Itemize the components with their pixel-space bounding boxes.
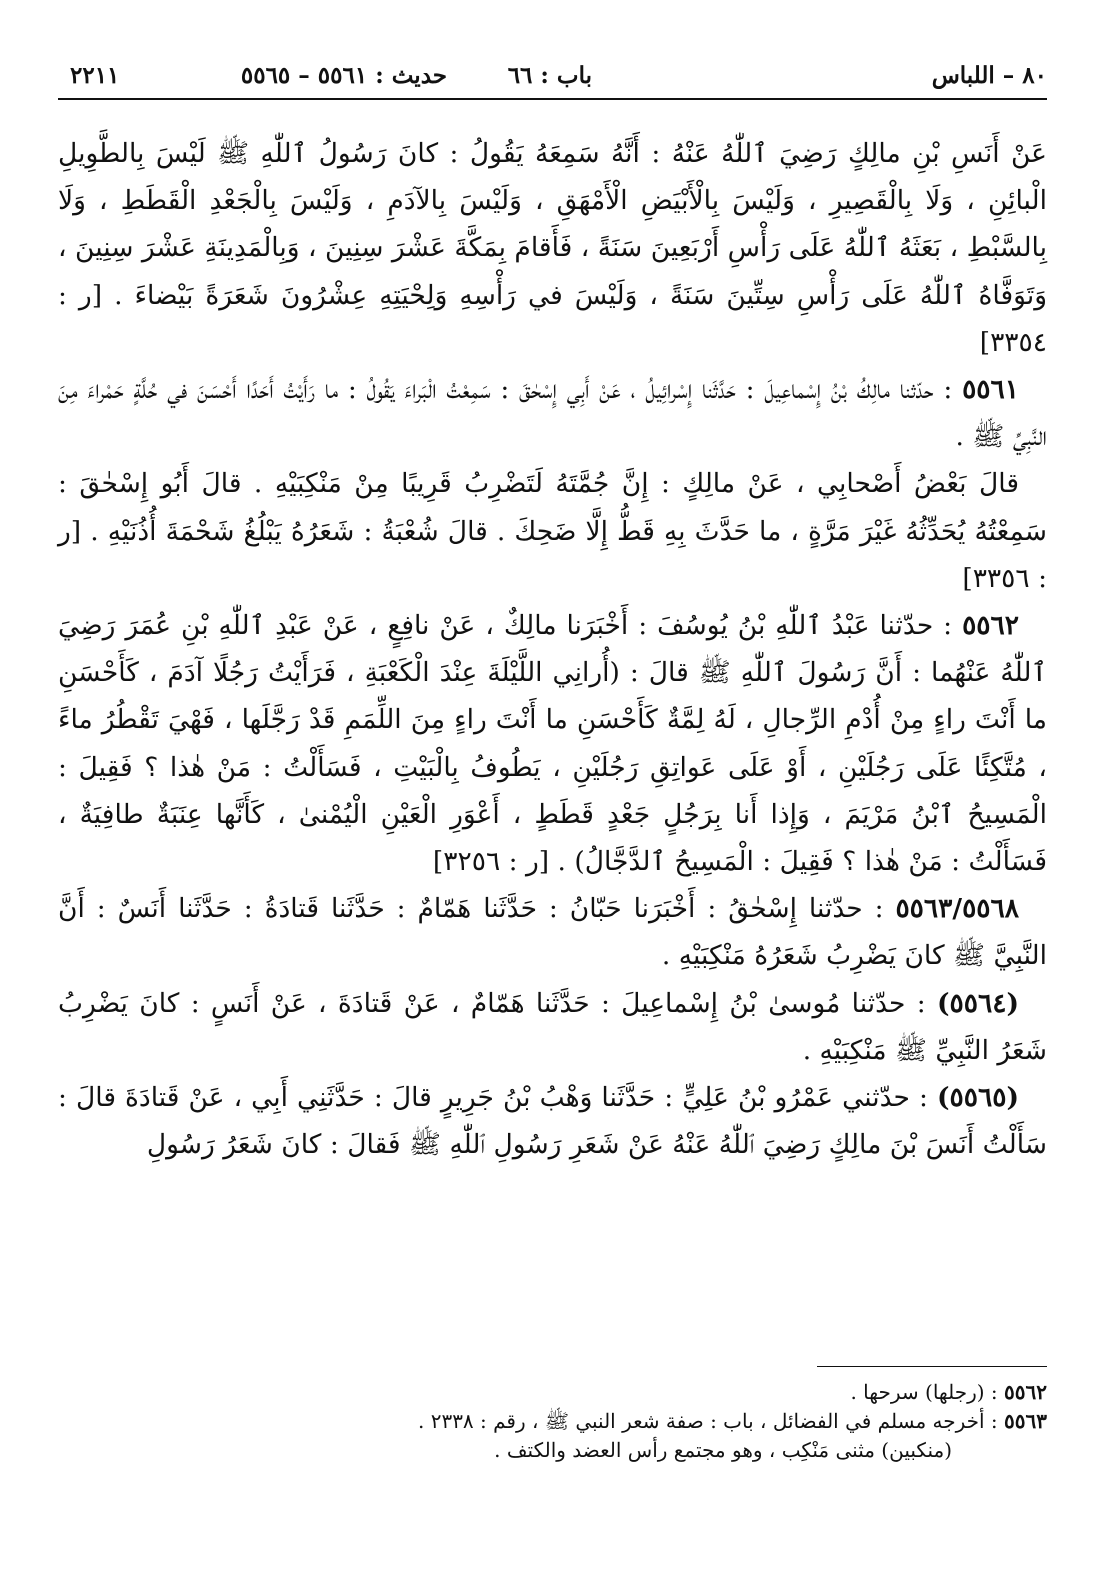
paragraph-text: قالَ بَعْضُ أَصْحابِي ، عَنْ مالِكٍ : إِنَّ جُمَّتَهُ لَتَضْرِبُ قَرِيبًا مِنْ مَنْكِبَيْهِ . قالَ أَبُو إِسْحٰقَ : سَمِعْتُهُ يُحَدِّثُهُ غَيْرَ مَرَّةٍ ، ما حَدَّثَ بِهِ قَطُّ إِلَّا ضَحِكَ . قالَ شُعْبَةُ : شَعَرُهُ يَبْلُغُ شَحْمَةَ أُذُنَيْهِ . [ر : ٣٣٥٦] bbox=[58, 468, 1047, 594]
paragraph-text: عَنْ أَنَسِ بْنِ مالِكٍ رَضِيَ ٱللّٰهُ عَنْهُ : أَنَّهُ سَمِعَهُ يَقُولُ : كانَ رَسُولُ ٱللّٰهِ ﷺ لَيْسَ بِالطَّوِيلِ الْبائِنِ ، وَلَا بِالْقَصِيرِ ، وَلَيْسَ بِالْأَبْيَضِ الْأَمْهَقِ ، وَلَيْسَ بِالآدَمِ ، وَلَيْسَ بِالْجَعْدِ الْقَطَطِ ، وَلَا بِالسَّبْطِ ، بَعَثَهُ ٱللّٰهُ عَلَى رَأْسِ أَرْبَعِينَ سَنَةً ، فَأَقامَ بِمَكَّةَ عَشْرَ سِنِينَ ، وَبِالْمَدِينَةِ عَشْرَ سِنِينَ ، وَتَوَفَّاهُ ٱللّٰهُ عَلَى رَأْسِ سِتِّينَ سَنَةً ، وَلَيْسَ في رَأْسِهِ وَلِحْيَتِهِ عِشْرُونَ شَعَرَةً بَيْضاءَ . [ر : ٣٣٥٤] bbox=[58, 138, 1047, 358]
hadith-number: (٥٥٦٥) bbox=[936, 1082, 1019, 1114]
paragraph-text: : حدّثنا مُوسىٰ بْنُ إِسْماعِيلَ : حَدَّثَنا هَمّامٌ ، عَنْ قَتادَةَ ، عَنْ أَنَسٍ : كانَ يَضْرِبُ شَعَرُ النَّبِيِّ ﷺ مَنْكِبَيْهِ . bbox=[58, 987, 1047, 1066]
hadith-number: ٥٥٦٢ bbox=[962, 610, 1019, 642]
page-number: ٢٢١١ bbox=[70, 61, 120, 89]
paragraph-text: : حدّثنا عَبْدُ ٱللّٰهِ بْنُ يُوسُفَ : أَخْبَرَنا مالِكٌ ، عَنْ نافِعٍ ، عَنْ عَبْدِ ٱللّٰهِ بْنِ عُمَرَ رَضِيَ ٱللّٰهُ عَنْهُما : أَنَّ رَسُولَ ٱللّٰهِ ﷺ قالَ : (أُرانِي اللَّيْلَةَ عِنْدَ الْكَعْبَةِ ، فَرَأَيْتُ رَجُلًا آدَمَ ، كَأَحْسَنِ ما أَنْتَ راءٍ مِنْ أُدْمِ الرِّجالِ ، لَهُ لِمَّةٌ كَأَحْسَنِ ما أَنْتَ راءٍ مِنَ اللِّمَمِ قَدْ رَجَّلَها ، فَهْيَ تَقْطُرُ ماءً ، مُتَّكِئًا عَلَى رَجُلَيْنِ ، أَوْ عَلَى عَواتِقِ رَجُلَيْنِ ، يَطُوفُ بِالْبَيْتِ ، فَسَأَلْتُ : مَنْ هٰذا ؟ فَقِيلَ : الْمَسِيحُ ٱبْنُ مَرْيَمَ ، وَإِذا أَنا بِرَجُلٍ جَعْدٍ قَطَطٍ ، أَعْوَرِ الْعَيْنِ الْيُمْنىٰ ، كَأَنَّها عِنَبَةٌ طافِيَةٌ ، فَسَأَلْتُ : مَنْ هٰذا ؟ فَقِيلَ : الْمَسِيحُ ٱلدَّجَّالُ) . [ر : ٣٢٥٦] bbox=[58, 610, 1047, 878]
paragraph-text: : حدّثني عَمْرُو بْنُ عَلِيٍّ : حَدَّثَنا وَهْبُ بْنُ جَرِيرٍ قالَ : حَدَّثَنِي أَبِي ، عَنْ قَتادَةَ قالَ : سَأَلْتُ أَنَسَ بْنَ مالِكٍ رَضِيَ ٱللّٰهُ عَنْهُ عَنْ شَعَرِ رَسُولِ ٱللّٰهِ ﷺ فَقالَ : كانَ شَعَرُ رَسُولِ bbox=[58, 1082, 1047, 1161]
paragraph bbox=[58, 885, 1047, 979]
paragraph bbox=[58, 366, 1047, 460]
hadith-number: (٥٥٦٤) bbox=[936, 987, 1019, 1019]
hadith-number: ٥٥٦١ bbox=[962, 374, 1019, 406]
hadith-range: حديث : ٥٥٦١ – ٥٥٦٥ bbox=[240, 61, 447, 89]
footnote-text: (منكبين) مثنى مَنْكِب ، وهو مجتمع رأس العضد والكتف . bbox=[494, 1438, 952, 1462]
footnotes bbox=[58, 1378, 1047, 1465]
bab-label: باب : ٦٦ bbox=[507, 61, 592, 89]
footnote bbox=[58, 1378, 1047, 1407]
paragraph bbox=[58, 602, 1047, 885]
paragraph bbox=[58, 1074, 1047, 1168]
paragraph-text: : حدّثنا مالِكُ بْنُ إِسْماعِيلَ : حَدَّثَنا إِسْرائِيلُ ، عَنْ أَبِي إِسْحٰقَ : سَمِعْتُ الْبَراءَ يَقُولُ : ما رَأَيْتُ أَحَدًا أَحْسَنَ في حُلَّةٍ حَمْراءَ مِنَ النَّبِيِّ ﷺ . bbox=[58, 374, 1047, 453]
hadith-number: ٥٥٦٣/٥٥٦٨ bbox=[895, 893, 1019, 925]
paragraph-text: : حدّثنا إِسْحٰقُ : أَخْبَرَنا حَبّانُ : حَدَّثَنا هَمّامٌ : حَدَّثَنا قَتادَةُ : حَدَّثَنا أَنَسٌ : أَنَّ النَّبِيَّ ﷺ كانَ يَضْرِبُ شَعَرُهُ مَنْكِبَيْهِ . bbox=[58, 893, 1047, 972]
paragraph bbox=[58, 460, 1047, 602]
chapter-title: ٨٠ – اللباس bbox=[931, 61, 1047, 89]
running-header bbox=[58, 52, 1047, 100]
footnote-text: : (رجلها) سرحها . bbox=[850, 1380, 1005, 1404]
paragraph bbox=[58, 130, 1047, 366]
paragraph bbox=[58, 980, 1047, 1074]
footnote-number: ٥٥٦٣ bbox=[1004, 1409, 1047, 1433]
footnote-separator bbox=[817, 1366, 1047, 1367]
footnote bbox=[58, 1436, 1047, 1465]
footnote bbox=[58, 1407, 1047, 1436]
footnote-text: : أخرجه مسلم في الفضائل ، باب : صفة شعر النبي ﷺ ، رقم : ٢٣٣٨ . bbox=[417, 1409, 1005, 1433]
footnote-number: ٥٥٦٢ bbox=[1004, 1380, 1047, 1404]
main-text bbox=[58, 130, 1047, 1168]
